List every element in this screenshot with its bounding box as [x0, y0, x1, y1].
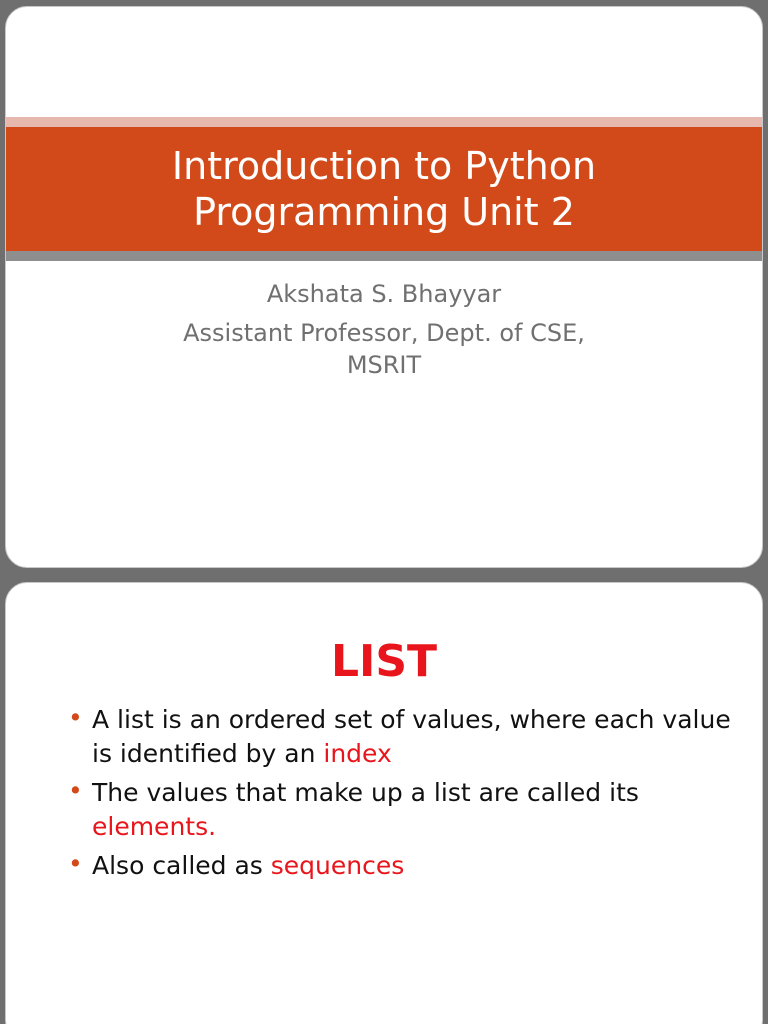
bullet-dot-icon: •: [68, 776, 83, 805]
bullet-list: [66, 703, 746, 888]
bullet-highlight-2: elements.: [92, 812, 217, 841]
bullet-highlight-3: sequences: [270, 851, 405, 880]
author-name: Akshata S. Bhayyar: [266, 280, 502, 308]
subtitle-block: [6, 279, 762, 381]
bullet-text-2: The values that make up a list are called its: [92, 778, 639, 807]
affiliation-line-2: MSRIT: [346, 351, 422, 379]
bullet-highlight-1: index: [323, 739, 392, 768]
list-slide: [5, 582, 763, 1024]
affiliation-line-1: Assistant Professor, Dept. of CSE,: [183, 319, 585, 347]
bullet-item-2: [66, 776, 746, 844]
bullet-dot-icon: •: [68, 849, 83, 878]
slide-heading: LIST: [330, 636, 438, 687]
slide-title: [172, 143, 596, 235]
bullet-text-1: A list is an ordered set of values, where each value is identified by an: [92, 705, 731, 768]
banner-top-stripe: [6, 117, 762, 127]
slide-title-line-2: Programming Unit 2: [193, 190, 575, 234]
title-slide: [5, 6, 763, 568]
slide-title-line-1: Introduction to Python: [171, 144, 597, 188]
bullet-text-3: Also called as: [92, 851, 271, 880]
bullet-dot-icon: •: [68, 703, 83, 732]
banner-bottom-stripe: [6, 251, 762, 261]
title-banner: [6, 127, 762, 251]
bullet-item-3: [66, 849, 746, 883]
bullet-item-1: [66, 703, 746, 771]
